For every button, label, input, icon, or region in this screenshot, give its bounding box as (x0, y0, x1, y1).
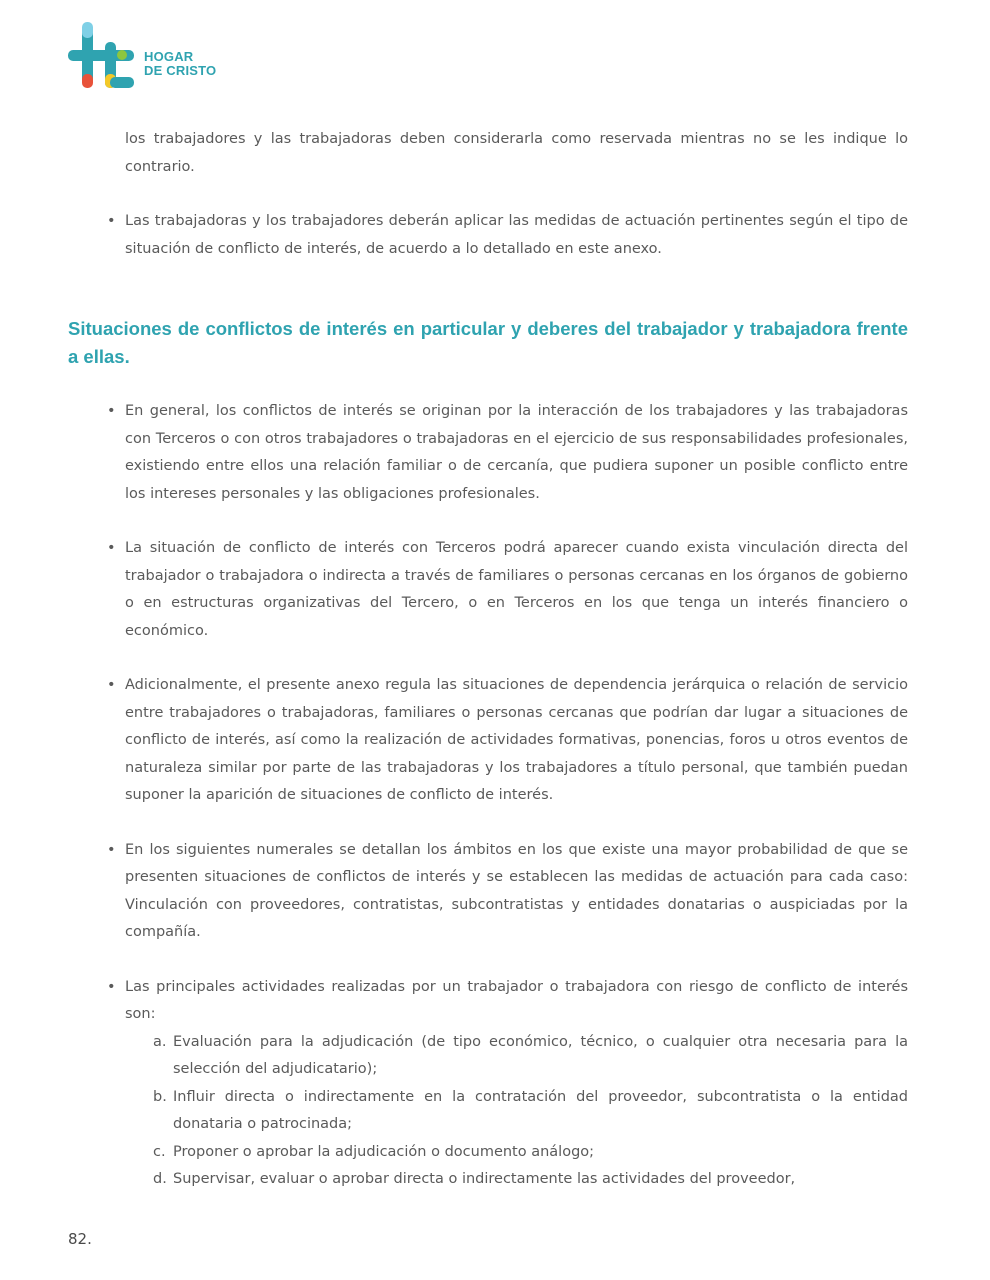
logo-text-line1: HOGAR (144, 49, 194, 64)
bullet-marker: • (107, 978, 116, 995)
bullet-item (68, 974, 908, 1029)
section-title: Situaciones de conflictos de interés en particular y deberes del trabajador y trabajadora frente a ellas. (68, 318, 908, 367)
logo-cross-icon (66, 20, 146, 94)
list-item-text: Influir directa o indirectamente en la contratación del proveedor, subcontratista o la entidad donataria o patrocinada; (173, 1088, 908, 1132)
bullet-item (68, 672, 908, 810)
list-item-marker: c. (153, 1143, 166, 1160)
list-item (153, 1084, 908, 1139)
bullet-marker: • (107, 213, 116, 229)
bullet-item (68, 208, 908, 263)
list-item-text: Evaluación para la adjudicación (de tipo económico, técnico, o cualquier otra necesaria para la selección del adjudicatario); (173, 1033, 908, 1077)
bullet-text: En los siguientes numerales se detallan los ámbitos en los que existe una mayor probabilidad de que se presenten situaciones de conflictos de interés y se establecen las medidas de actuación para cada caso: Vinculación con proveedores, contratistas, subcontratistas y entidades donatarias o auspiciadas por la compañía. (125, 841, 908, 940)
list-item-marker: d. (153, 1171, 167, 1187)
bullet-item (68, 535, 908, 645)
bullet-item (68, 837, 908, 947)
bullet-marker: • (107, 403, 116, 419)
list-item-text: Supervisar, evaluar o aprobar directa o indirectamente las actividades del proveedor, (173, 1171, 796, 1187)
list-item (153, 1166, 908, 1194)
logo-text (144, 50, 216, 78)
list-item-marker: b. (153, 1088, 167, 1105)
page-number: 82. (68, 1230, 92, 1248)
list-item-marker: a. (153, 1033, 167, 1050)
bullet-text: Adicionalmente, el presente anexo regula las situaciones de dependencia jerárquica o relación de servicio entre trabajadores o trabajadoras, familiares o personas cercanas que podrían dar lugar a situaciones de conflicto de interés, así como la realización de actividades formativas, ponencias, foros u otros eventos de naturaleza similar por parte de las trabajadoras y los trabajadores a título personal, que también puedan suponer la aparición de situaciones de conflicto de interés. (125, 677, 908, 803)
logo-text-line2: DE CRISTO (144, 63, 217, 78)
bullet-marker: • (107, 677, 116, 693)
bullet-text: Las trabajadoras y los trabajadores deberán aplicar las medidas de actuación pertinentes según el tipo de situación de conflicto de interés, de acuerdo a lo detallado en este anexo. (125, 213, 908, 257)
list-item (153, 1139, 908, 1167)
bullet-item (68, 398, 908, 508)
document-body (68, 126, 908, 1194)
hogar-de-cristo-logo (66, 20, 236, 94)
list-item-text: Proponer o aprobar la adjudicación o documento análogo; (173, 1143, 595, 1160)
bullet-text: En general, los conflictos de interés se originan por la interacción de los trabajadores y las trabajadoras con Terceros o con otros trabajadores o trabajadoras en el ejercicio de sus responsabilidades profesionales, existiendo entre ellos una relación familiar o de cercanía, que pudiera suponer un posible conflicto entre los intereses personales y las obligaciones profesionales. (125, 403, 908, 502)
bullet-text: Las principales actividades realizadas por un trabajador o trabajadora con riesgo de conflicto de interés son: (125, 978, 908, 1022)
bullet-marker: • (107, 841, 116, 858)
continuation-paragraph: los trabajadores y las trabajadoras deben considerarla como reservada mientras no se les indique lo contrario. (125, 131, 908, 175)
activities-list (68, 1029, 908, 1194)
bullet-text: La situación de conflicto de interés con Terceros podrá aparecer cuando exista vinculación directa del trabajador o trabajadora o indirecta a través de familiares o personas cercanas en los órganos de gobierno o en estructuras organizativas del Tercero, o en Terceros en los que tenga un interés financiero o económico. (125, 540, 908, 639)
list-item (153, 1029, 908, 1084)
bullet-marker: • (107, 540, 116, 556)
